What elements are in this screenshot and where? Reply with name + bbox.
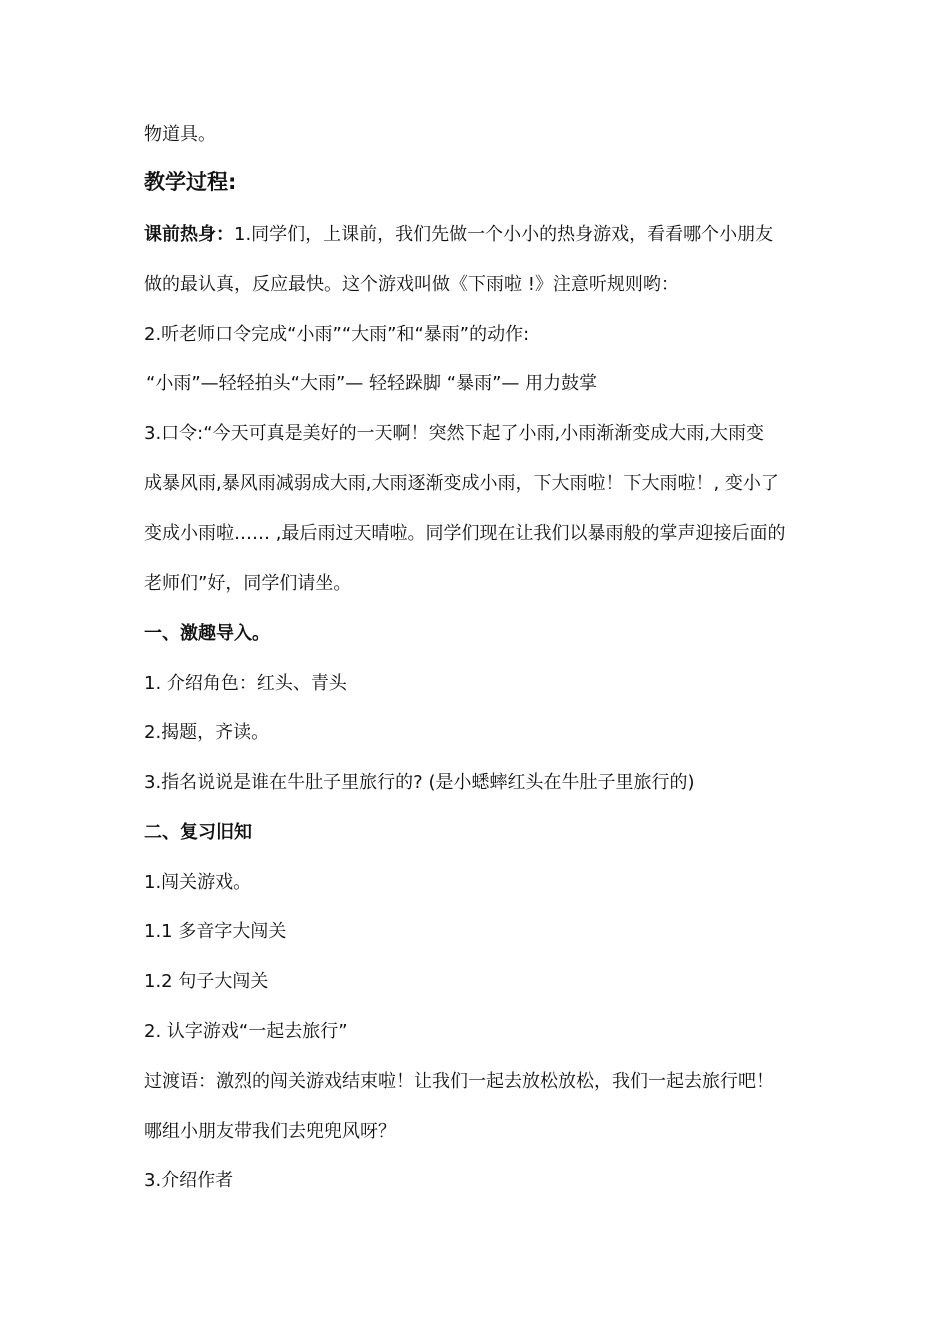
paragraph-line: 成暴风雨,暴风雨减弱成大雨,大雨逐渐变成小雨，下大雨啦！下大雨啦！, 变小了	[144, 473, 779, 494]
section-heading-review: 二、复习旧知	[144, 822, 252, 843]
list-item: 2.揭题，齐读。	[144, 722, 270, 743]
warmup-paragraph-line	[144, 221, 844, 249]
list-item: 1.2 句子大闯关	[144, 971, 269, 992]
paragraph-line: 2.听老师口令完成“小雨”“大雨”和“暴雨”的动作:	[144, 324, 530, 345]
paragraph-line: “小雨”—轻轻拍头“大雨”— 轻轻跺脚 “暴雨”— 用力鼓掌	[146, 373, 598, 394]
paragraph-line: 哪组小朋友带我们去兜兜风呀？	[144, 1121, 396, 1142]
paragraph-line: 做的最认真，反应最快。这个游戏叫做《下雨啦 !》注意听规则哟：	[144, 274, 679, 295]
paragraph-line: 物道具。	[144, 124, 216, 145]
warmup-label: 课前热身：	[144, 224, 234, 245]
paragraph-line: 过渡语：激烈的闯关游戏结束啦！让我们一起去放松放松，我们一起去旅行吧！	[144, 1071, 774, 1092]
warmup-text: 1.同学们，上课前，我们先做一个小小的热身游戏，看看哪个小朋友	[234, 224, 774, 245]
paragraph-line: 变成小雨啦…… ,最后雨过天晴啦。同学们现在让我们以暴雨般的掌声迎接后面的	[144, 523, 786, 544]
list-item: 2. 认字游戏“一起去旅行”	[144, 1021, 348, 1042]
paragraph-line: 老师们”好，同学们请坐。	[144, 573, 352, 594]
section-heading-intro: 一、激趣导入。	[144, 623, 270, 644]
list-item: 3.指名说说是谁在牛肚子里旅行的? (是小蟋蟀红头在牛肚子里旅行的)	[144, 772, 695, 793]
list-item: 1.1 多音字大闯关	[144, 921, 287, 942]
paragraph-line: 3.口令:“今天可真是美好的一天啊！突然下起了小雨,小雨渐渐变成大雨,大雨变	[144, 423, 765, 444]
section-heading-teaching-process: 教学过程:	[144, 170, 237, 194]
list-item: 3.介绍作者	[144, 1170, 234, 1191]
list-item: 1.闯关游戏。	[144, 872, 252, 893]
list-item: 1. 介绍角色：红头、青头	[144, 673, 347, 694]
